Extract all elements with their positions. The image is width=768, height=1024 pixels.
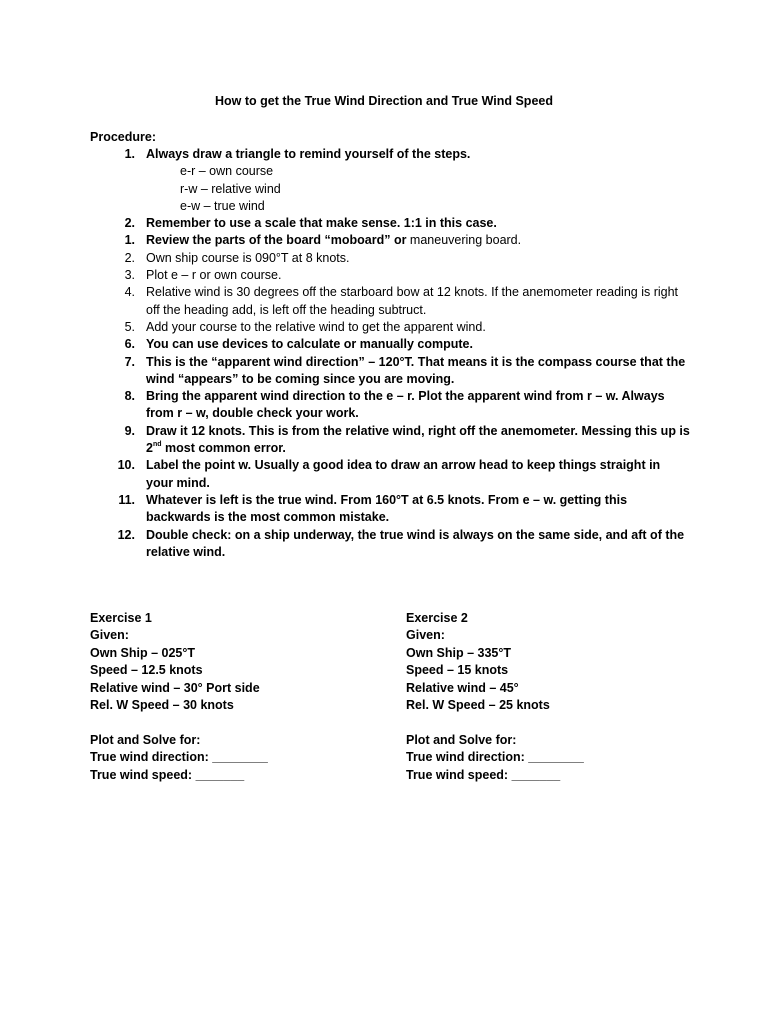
true-wind-speed: True wind speed: _______ [406, 767, 561, 782]
list-item [90, 267, 690, 284]
rel-wind-speed: Rel. W Speed – 25 knots [406, 698, 550, 713]
item-number: 9. [124, 423, 135, 438]
item-text: Double check: on a ship underway, the true wind is always on the same side, and aft of the relative wind. [146, 527, 685, 559]
item-number: 8. [124, 389, 135, 404]
exercise-2 [406, 610, 584, 784]
exercise-title: Exercise 1 [90, 611, 152, 625]
list-item [90, 284, 690, 319]
item-text: most common error. [161, 441, 286, 456]
item-number: 3. [124, 268, 135, 283]
plot-label: Plot and Solve for: [406, 732, 517, 747]
superscript: nd [152, 441, 162, 449]
item-text: Always draw a triangle to remind yourself of the steps. [146, 147, 471, 161]
exercise-title: Exercise 2 [406, 611, 468, 625]
item-text: Relative wind is 30 degrees off the starboard bow at 12 knots. If the anemometer reading is right off the heading add, is left off the heading subtruct. [146, 285, 679, 317]
list-item [90, 250, 690, 267]
item-text: e-w – true wind [180, 198, 265, 213]
item-text: You can use devices to calculate or manually compute. [146, 337, 473, 352]
item-number: 1. [124, 147, 135, 161]
relative-wind: Relative wind – 30° Port side [90, 680, 260, 695]
item-text: This is the “apparent wind direction” – 120°T. That means it is the compass course that the wind “appears” to be coming since you are moving. [146, 354, 686, 386]
item-number: 1. [124, 233, 135, 248]
true-wind-direction: True wind direction: ________ [90, 750, 268, 765]
item-text: Own ship course is 090°T at 8 knots. [146, 250, 350, 265]
item-text: Bring the apparent wind direction to the e – r. Plot the apparent wind from r – w. Always from r – w, double check your work. [146, 389, 665, 421]
own-ship: Own Ship – 025°T [90, 645, 196, 660]
list-item [90, 354, 690, 389]
plot-label: Plot and Solve for: [90, 732, 201, 747]
list-item [90, 232, 690, 249]
item-number: 10. [117, 458, 135, 473]
item-text: Plot e – r or own course. [146, 268, 282, 283]
item-text: e-r – own course [180, 164, 274, 179]
list-item [90, 319, 690, 336]
item-text-bold: Review the parts of the board “moboard” or [146, 233, 407, 248]
procedure-label: Procedure: [90, 130, 156, 144]
list-item [90, 146, 690, 163]
list-item [90, 527, 690, 562]
item-number: 12. [117, 527, 135, 542]
list-item [90, 215, 690, 232]
item-text: Add your course to the relative wind to get the apparent wind. [146, 319, 486, 334]
item-number: 6. [124, 337, 135, 352]
item-text: maneuvering board. [406, 233, 522, 248]
item-text: Label the point w. Usually a good idea to draw an arrow head to keep things straight in your mind. [146, 458, 661, 490]
true-wind-direction: True wind direction: ________ [406, 750, 584, 765]
own-ship: Own Ship – 335°T [406, 645, 512, 660]
list-item [90, 423, 690, 458]
item-text: r-w – relative wind [180, 181, 281, 196]
procedure-list [90, 146, 690, 561]
given-label: Given: [406, 628, 445, 643]
list-item [90, 198, 690, 215]
speed: Speed – 12.5 knots [90, 663, 203, 678]
list-item [90, 492, 690, 527]
item-text: Draw it 12 knots. This is from the relative wind, right off the anemometer. Messing this up is 2 [146, 423, 690, 456]
list-item [90, 181, 690, 198]
document-title: How to get the True Wind Direction and True Wind Speed [215, 94, 553, 108]
list-item [90, 163, 690, 180]
speed: Speed – 15 knots [406, 663, 509, 678]
item-number: 2. [124, 250, 135, 265]
true-wind-speed: True wind speed: _______ [90, 767, 245, 782]
item-number: 2. [124, 216, 135, 231]
given-label: Given: [90, 628, 129, 643]
exercise-1 [90, 610, 268, 784]
item-number: 5. [124, 319, 135, 334]
item-number: 4. [124, 285, 135, 300]
rel-wind-speed: Rel. W Speed – 30 knots [90, 698, 234, 713]
item-number: 11. [118, 492, 135, 507]
item-text: Remember to use a scale that make sense. 1:1 in this case. [146, 216, 497, 231]
item-text: Whatever is left is the true wind. From 160°T at 6.5 knots. From e – w. getting this backwards is the most common mistake. [146, 492, 628, 525]
relative-wind: Relative wind – 45° [406, 680, 519, 695]
list-item [90, 336, 690, 353]
list-item [90, 457, 690, 492]
item-number: 7. [124, 354, 135, 369]
list-item [90, 388, 690, 423]
